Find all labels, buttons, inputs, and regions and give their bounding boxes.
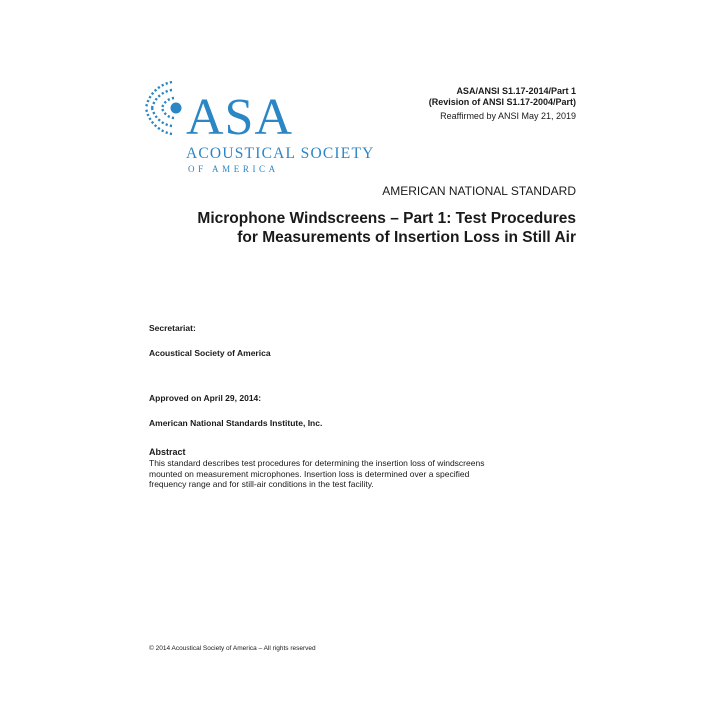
abstract-line-2: mounted on measurement microphones. Insertion loss is determined over a specified — [149, 468, 470, 479]
title-line-1: Microphone Windscreens – Part 1: Test Procedures — [197, 210, 576, 227]
designation-number: ASA/ANSI S1.17-2014/Part 1 — [456, 86, 576, 96]
abstract-line-1: This standard describes test procedures for determining the insertion loss of windscreens — [149, 458, 485, 468]
copyright-notice: © 2014 Acoustical Society of America – All rights reserved — [149, 645, 316, 652]
abstract-body — [149, 458, 569, 490]
title-line-2: for Measurements of Insertion Loss in Still Air — [237, 229, 576, 246]
abstract-heading: Abstract — [149, 447, 186, 457]
logo-country-name: OF AMERICA — [188, 164, 279, 174]
secretariat-value: Acoustical Society of America — [149, 348, 271, 358]
designation-revision: (Revision of ANSI S1.17-2004/Part) — [428, 97, 576, 107]
asa-logo — [142, 72, 382, 182]
logo-society-name: ACOUSTICAL SOCIETY — [186, 145, 375, 162]
standard-designation — [429, 86, 576, 108]
document-title — [156, 209, 576, 247]
approval-value: American National Standards Institute, Inc. — [149, 418, 323, 428]
approval-label: Approved on April 29, 2014: — [149, 393, 262, 403]
reaffirmed-date: Reaffirmed by ANSI May 21, 2019 — [440, 111, 576, 121]
logo-wordmark: ASA — [186, 89, 294, 146]
abstract-line-3: frequency range and for still-air conditions in the test facility. — [149, 479, 374, 489]
standard-type-label: AMERICAN NATIONAL STANDARD — [382, 184, 576, 198]
secretariat-label: Secretariat: — [149, 323, 196, 333]
